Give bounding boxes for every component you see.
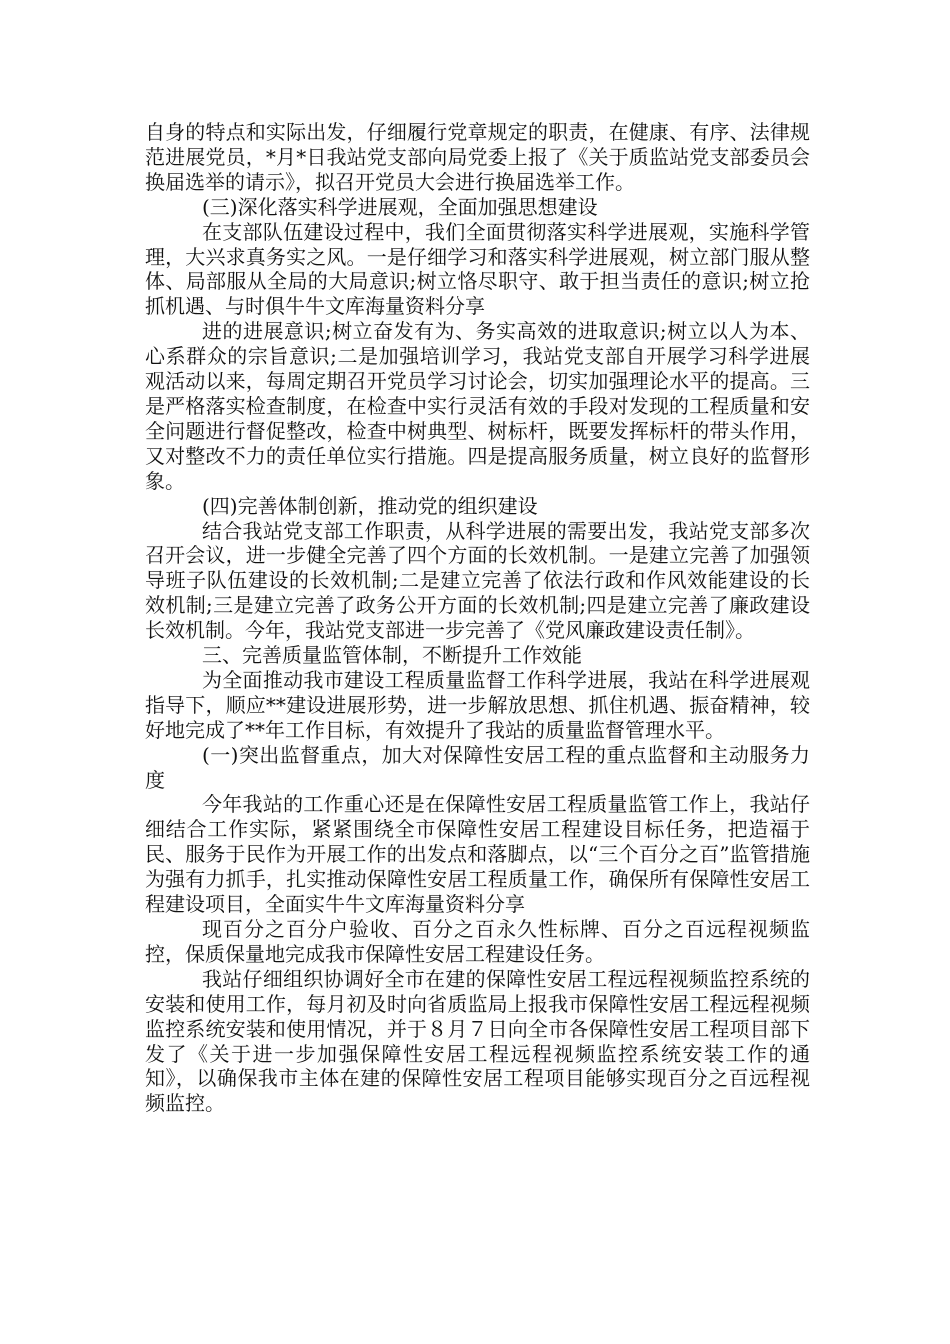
section-heading-3: (三)深化落实科学进展观，全面加强思想建设 [202,194,598,219]
paragraph-2: 在支部队伍建设过程中，我们全面贯彻落实科学进展观，实施科学管理，大兴求真务实之风。一是仔细学习和落实科学进展观，树立部门服从整体、局部服从全局的大局意识;树立恪尽职守、敢于担当责任的意识;树立抢抓机遇、与时俱牛牛文库海量资料分享 [145,219,810,319]
paragraph-5: 为全面推动我市建设工程质量监督工作科学进展，我站在科学进展观指导下，顺应**建设进展形势，进一步解放思想、抓住机遇、振奋精神，较好地完成了**年工作目标，有效提升了我站的质量监督管理水平。 [145,667,810,742]
paragraph-6: 今年我站的工作重心还是在保障性安居工程质量监管工作上，我站仔细结合工作实际，紧紧围绕全市保障性安居工程建设目标任务，把造福于民、服务于民作为开展工作的出发点和落脚点，以“三个百分之百”监管措施为强有力抓手，扎实推动保障性安居工程质量工作，确保所有保障性安居工程建设项目，全面实牛牛文库海量资料分享 [145,792,810,917]
section-heading-1: (一)突出监督重点，加大对保障性安居工程的重点监督和主动服务力度 [145,742,810,792]
paragraph-4: 结合我站党支部工作职责，从科学进展的需要出发，我站党支部多次召开会议，进一步健全完善了四个方面的长效机制。一是建立完善了加强领导班子队伍建设的长效机制;二是建立完善了依法行政和作风效能建设的长效机制;三是建立完善了政务公开方面的长效机制;四是建立完善了廉政建设长效机制。今年，我站党支部进一步完善了《党风廉政建设责任制》。 [145,518,810,643]
section-heading-4: (四)完善体制创新，推动党的组织建设 [202,493,538,518]
chapter-heading-3: 三、完善质量监管体制，不断提升工作效能 [202,643,582,668]
paragraph-8: 我站仔细组织协调好全市在建的保障性安居工程远程视频监控系统的安装和使用工作，每月初及时向省质监局上报我市保障性安居工程远程视频监控系统安装和使用情况，并于８月７日向全市各保障性安居工程项目部下发了《关于进一步加强保障性安居工程远程视频监控系统安装工作的通知》，以确保我市主体在建的保障性安居工程项目能够实现百分之百远程视频监控。 [145,966,810,1116]
document-body [145,120,810,1116]
paragraph-7: 现百分之百分户验收、百分之百永久性标牌、百分之百远程视频监控，保质保量地完成我市保障性安居工程建设任务。 [145,917,810,966]
paragraph-3: 进的进展意识;树立奋发有为、务实高效的进取意识;树立以人为本、心系群众的宗旨意识;二是加强培训学习，我站党支部自开展学习科学进展观活动以来，每周定期召开党员学习讨论会，切实加强理论水平的提高。三是严格落实检查制度，在检查中实行灵活有效的手段对发现的工程质量和安全问题进行督促整改，检查中树典型、树标杆，既要发挥标杆的带头作用，又对整改不力的责任单位实行措施。四是提高服务质量，树立良好的监督形象。 [145,319,810,493]
paragraph-1: 自身的特点和实际出发，仔细履行党章规定的职责，在健康、有序、法律规范进展党员，*月*日我站党支部向局党委上报了《关于质监站党支部委员会换届选举的请示》，拟召开党员大会进行换届选举工作。 [145,120,810,194]
